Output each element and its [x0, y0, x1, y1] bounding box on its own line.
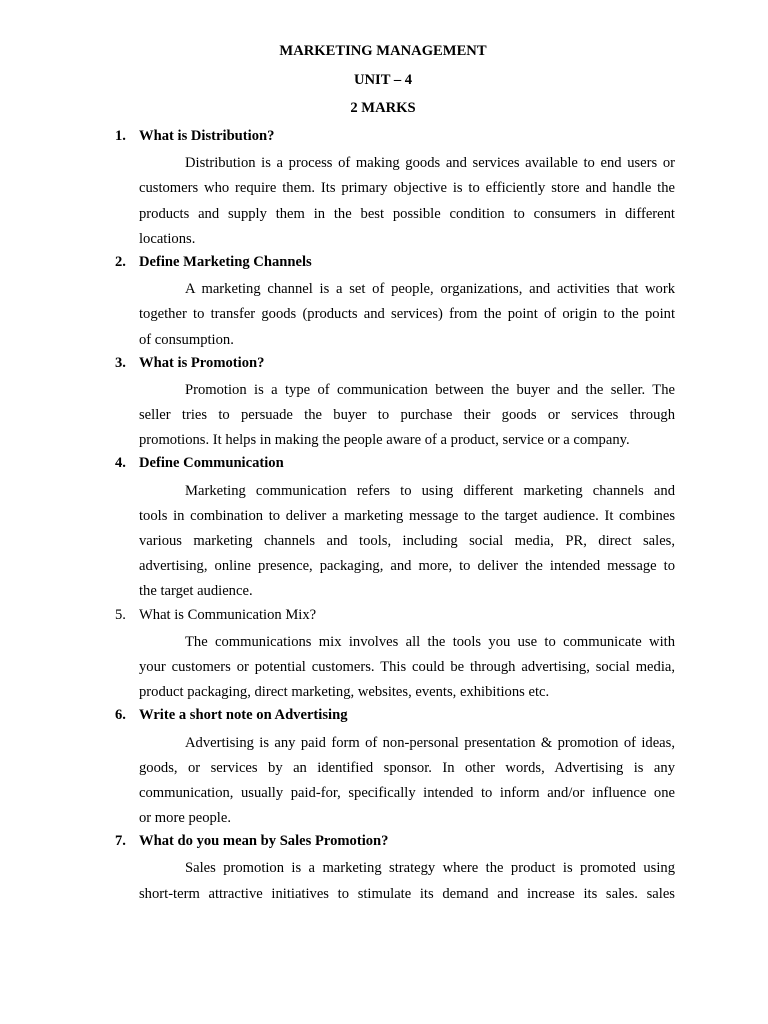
- answer-paragraph: [139, 479, 675, 605]
- question-text: Define Communication: [139, 455, 284, 472]
- question-number: 1.: [115, 128, 126, 144]
- question-number: 6.: [115, 707, 126, 724]
- question-text: Write a short note on Advertising: [139, 707, 348, 724]
- answer-line: Sales promotion is a marketing strategy where the product is promoted using: [185, 860, 675, 877]
- answer-line: of consumption.: [139, 331, 234, 348]
- answer-line: Advertising is any paid form of non-personal presentation & promotion of ideas,: [185, 734, 675, 751]
- document-title: MARKETING MANAGEMENT: [279, 43, 487, 59]
- question-number: 3.: [115, 354, 126, 371]
- question-heading: [0, 126, 768, 151]
- answer-paragraph: [139, 856, 675, 906]
- answer-paragraph: [139, 378, 675, 454]
- marks-heading: 2 MARKS: [350, 100, 416, 116]
- answer-line: together to transfer goods (products and services) from the point of origin to the point: [139, 306, 675, 323]
- question-list: [0, 126, 768, 907]
- question-text: Define Marketing Channels: [139, 253, 312, 270]
- question-item: [0, 126, 768, 252]
- question-heading: [0, 252, 768, 277]
- answer-line: various marketing channels and tools, including social media, PR, direct sales,: [139, 533, 675, 549]
- question-heading: [0, 353, 768, 378]
- answer-line: or more people.: [139, 810, 231, 827]
- question-text: What is Communication Mix?: [139, 606, 317, 623]
- question-item: [0, 705, 768, 831]
- question-number: 7.: [115, 833, 126, 850]
- question-item: [0, 831, 768, 907]
- question-text: What is Distribution?: [139, 128, 275, 144]
- question-heading: [0, 453, 768, 478]
- answer-line: the target audience.: [139, 583, 253, 600]
- answer-line: Promotion is a type of communication between the buyer and the seller. The: [185, 381, 675, 398]
- answer-line: The communications mix involves all the tools you use to communicate with: [185, 633, 675, 650]
- answer-paragraph: [139, 731, 675, 832]
- answer-line: locations.: [139, 230, 196, 247]
- question-text: What is Promotion?: [139, 354, 265, 371]
- answer-line: customers who require them. Its primary objective is to efficiently store and handle the: [139, 180, 675, 197]
- question-text: What do you mean by Sales Promotion?: [139, 833, 389, 850]
- unit-heading: UNIT – 4: [353, 72, 413, 88]
- question-heading: [0, 831, 768, 856]
- answer-line: A marketing channel is a set of people, organizations, and activities that work: [185, 281, 675, 298]
- answer-line: products and supply them in the best possible condition to consumers in different: [139, 205, 675, 222]
- answer-line: your customers or potential customers. This could be through advertising, social media,: [139, 658, 675, 675]
- answer-line: promotions. It helps in making the people aware of a product, service or a company.: [139, 432, 630, 449]
- answer-paragraph: [139, 277, 675, 353]
- question-heading: [0, 605, 768, 630]
- question-heading: [0, 705, 768, 730]
- answer-line: tools in combination to deliver a marketing message to the target audience. It combines: [139, 507, 675, 524]
- answer-line: seller tries to persuade the buyer to purchase their goods or services through: [139, 407, 675, 424]
- question-item: [0, 353, 768, 454]
- question-item: [0, 453, 768, 604]
- answer-line: product packaging, direct marketing, websites, events, exhibitions etc.: [139, 684, 550, 701]
- question-item: [0, 252, 768, 353]
- answer-line: Distribution is a process of making goods and services available to end users or: [185, 155, 675, 172]
- question-number: 5.: [115, 606, 126, 623]
- answer-line: short-term attractive initiatives to stimulate its demand and increase its sales. sales: [139, 885, 675, 902]
- question-number: 4.: [115, 455, 126, 472]
- question-item: [0, 605, 768, 706]
- answer-line: Marketing communication refers to using different marketing channels and: [185, 482, 675, 499]
- answer-line: communication, usually paid-for, specifically intended to inform and/or influence one: [139, 784, 675, 801]
- question-number: 2.: [115, 253, 126, 270]
- answer-line: advertising, online presence, packaging, and more, to deliver the intended message to: [139, 558, 675, 575]
- answer-line: goods, or services by an identified sponsor. In other words, Advertising is any: [139, 759, 675, 776]
- answer-paragraph: [139, 630, 675, 706]
- answer-paragraph: [139, 151, 675, 252]
